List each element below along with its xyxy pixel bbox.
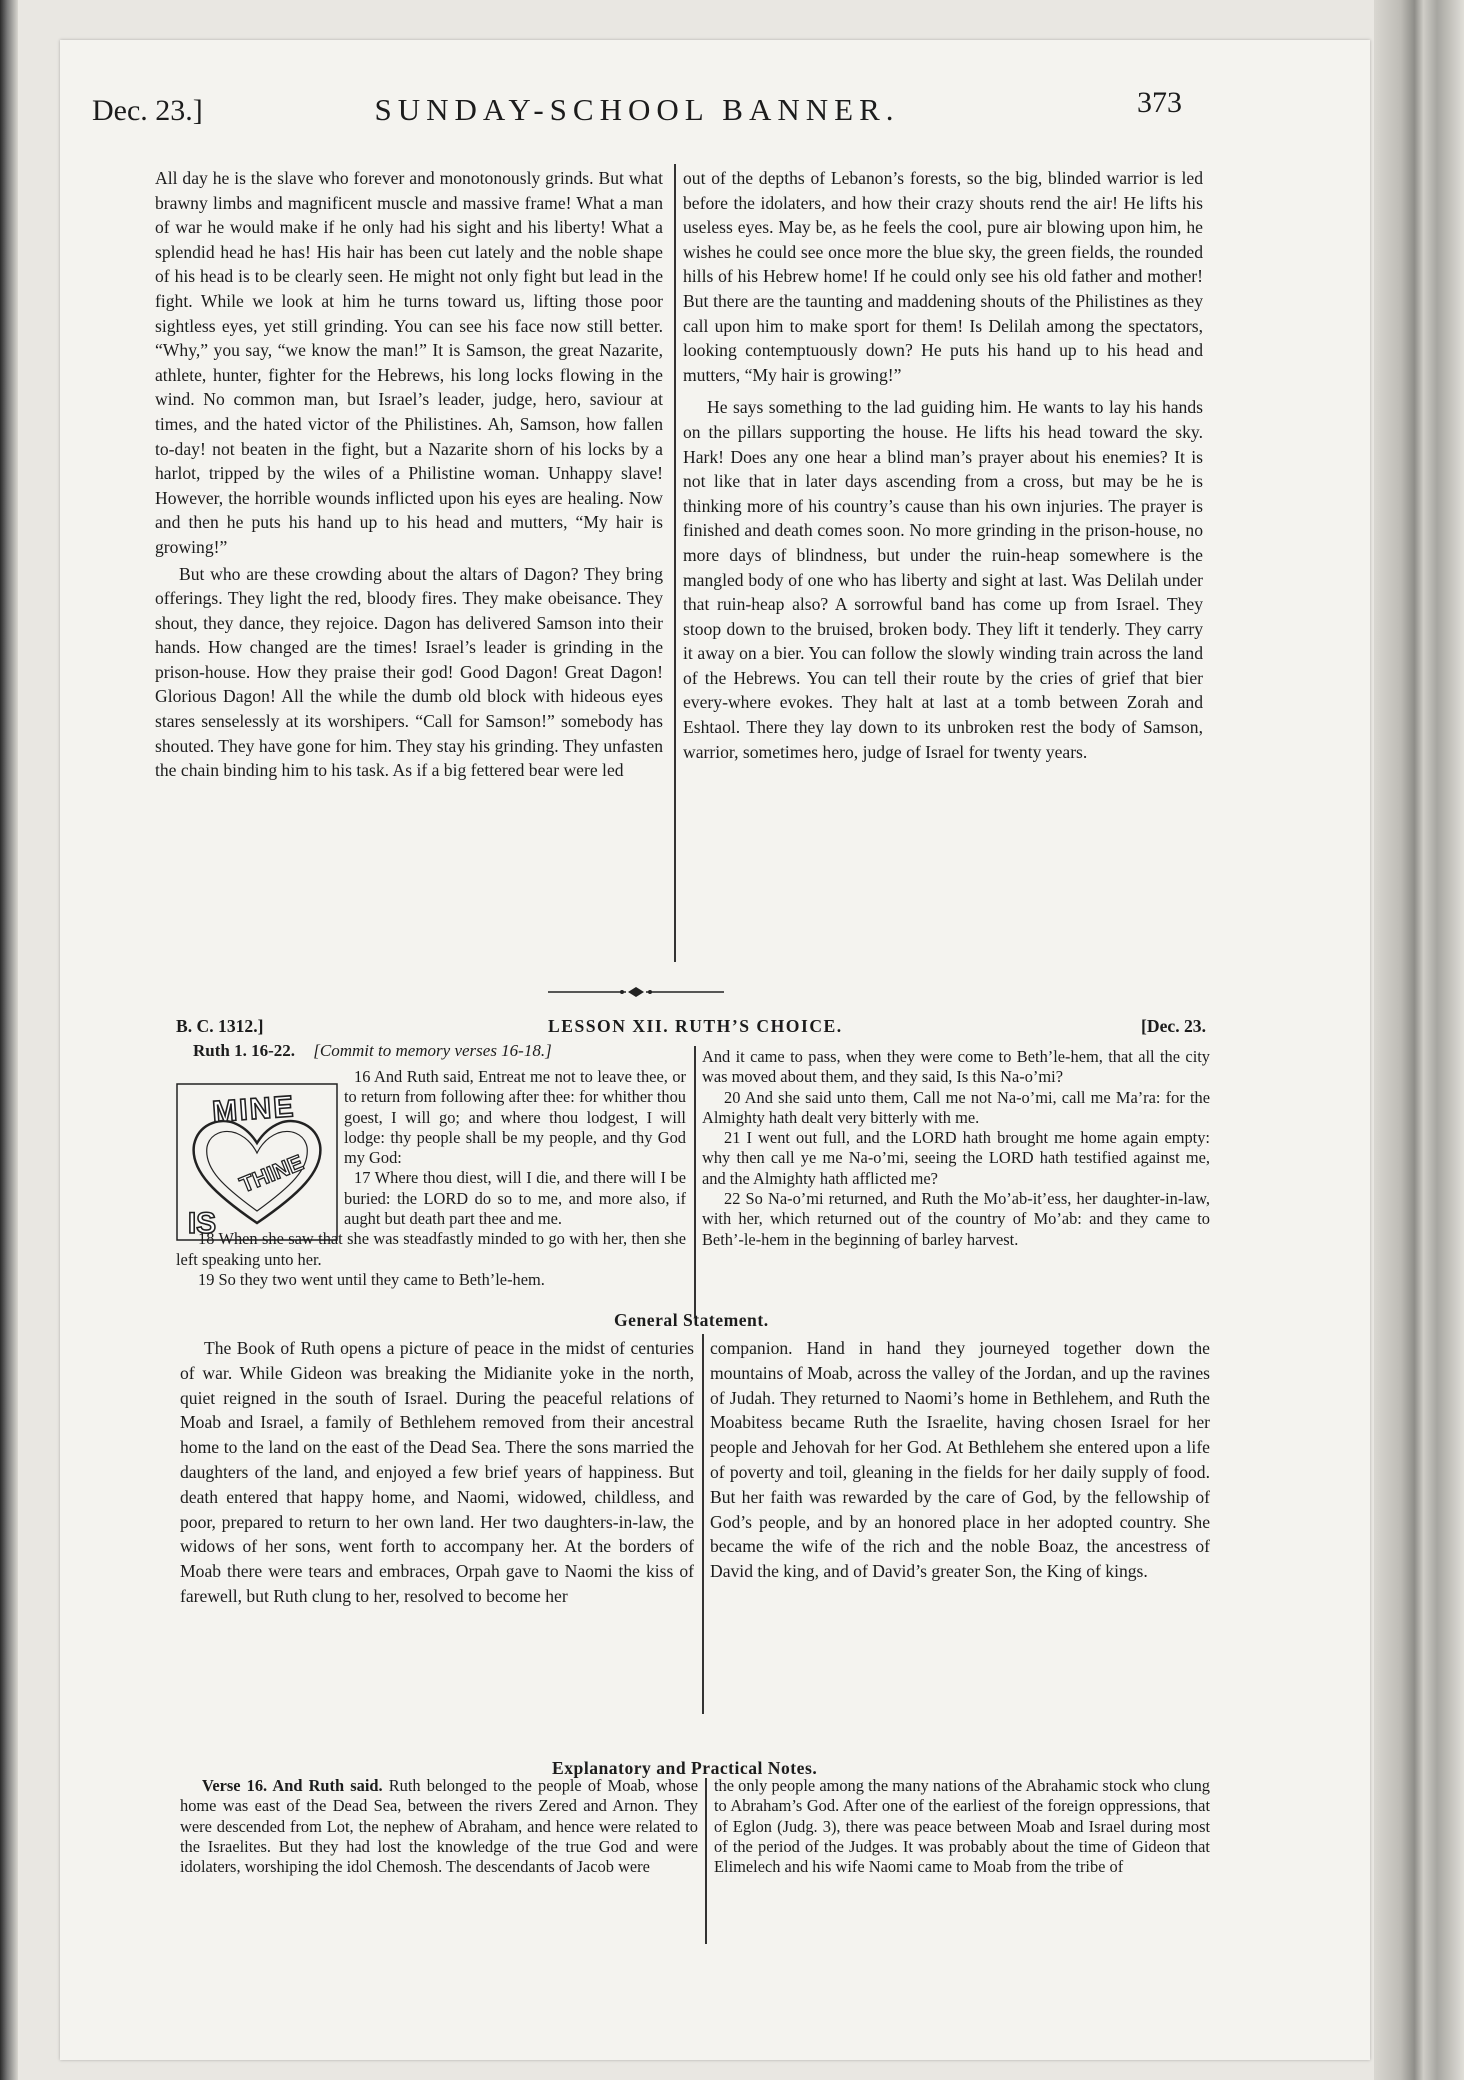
lesson-date-left: B. C. 1312.] — [176, 1016, 264, 1036]
scripture-verse: 16 And Ruth said, Entreat me not to leave thee, or to return from following after thee: for whither thou goest, I will go; and where thou lodgest, I will lodge: thy people shall be my people, and thy God my God: — [344, 1067, 686, 1168]
story-paragraph: But who are these crowding about the altars of Dagon? They bring offerings. They light the red, bloody fires. They make obeisance. They shout, they dance, they rejoice. Dagon has delivered Samson into their hands. How changed are the times! Israel’s leader is grinding in the prison-house. How they praise their god! Good Dagon! Great Dagon! Glorious Dagon! All the while the dumb old block with hideous eyes stares senselessly at its worshipers. “Call for Samson!” somebody has shouted. They have gone for him. They stay his grinding. They unfasten the chain binding him to his task. As if a big fettered bear were led — [155, 563, 663, 781]
page-number: 373 — [1137, 86, 1182, 119]
notes-right-column — [714, 1776, 1210, 1877]
emblem-word-thine: THINE — [236, 1149, 307, 1198]
column-divider — [702, 1334, 704, 1714]
scripture-verse: 18 When she saw that she was steadfastly minded to go with her, then she left speaking unto her. — [176, 1229, 686, 1269]
scripture-verse: 20 And she said unto them, Call me not Na-o’mi, call me Ma’ra: for the Almighty hath dealt very bitterly with me. — [702, 1087, 1210, 1127]
emblem-word-mine: MINE — [211, 1090, 297, 1129]
scripture-left-column — [176, 1067, 686, 1290]
general-right-column — [710, 1336, 1210, 1584]
scripture-verse: 22 So Na-o’mi returned, and Ruth the Mo’ab-it’ess, her daughter-in-law, with her, which returned out of the country of Mo’ab: and they came to Beth’-le-hem in the beginning of barley harvest. — [702, 1189, 1210, 1249]
scripture-verse: 17 Where thou diest, will I die, and there will I be buried: the LORD do so to me, and more also, if aught but death part thee and me. — [344, 1168, 686, 1229]
general-paragraph: The Book of Ruth opens a picture of peace in the midst of centuries of war. While Gideon was breaking the Midianite yoke in the north, quiet reigned in the south of Israel. During the peaceful relations of Moab and Israel, a family of Bethlehem removed from their ancestral home to the land on the east of the Dead Sea. There the sons married the daughters of the land, and enjoyed a few brief years of happiness. But death entered that happy home, and Naomi, widowed, childless, and poor, prepared to return to her own land. Her two daughters-in-law, the widows of her sons, went forth to accompany her. At the borders of Moab there were tears and embraces, Orpah gave to Naomi the kiss of farewell, but Ruth clung to her, resolved to become her — [180, 1338, 694, 1606]
header-title: SUNDAY-SCHOOL BANNER. — [374, 92, 900, 127]
scripture-verse: 21 I went out full, and the LORD hath brought me home again empty: why then call ye me Na-o’mi, seeing the LORD hath testified against me, and the Almighty hath afflicted me? — [702, 1128, 1210, 1188]
scripture-verse: 19 So they two went until they came to Beth’le-hem. — [198, 1269, 545, 1289]
scripture-verse: And it came to pass, when they were come to Beth’le-hem, that all the city was moved about them, and they said, Is this Na-o’mi? — [702, 1047, 1210, 1087]
scripture-reference-line — [193, 1041, 552, 1061]
general-left-column — [180, 1336, 694, 1609]
header-date: Dec. 23.] — [92, 94, 203, 127]
verse-lead: Verse 16. And Ruth said. — [202, 1776, 383, 1795]
lesson-date-right: [Dec. 23. — [1141, 1016, 1206, 1036]
book-gutter-shadow — [0, 0, 18, 2080]
lesson-heading-row — [176, 1016, 1206, 1044]
story-paragraph: All day he is the slave who forever and monotonously grinds. But what brawny limbs and magnificent muscle and massive frame! What a man of war he would make if he only had his sight and his liberty! What a splendid head he has! His hair has been cut lately and the noble shape of his head is to be clearly seen. He might not only fight but lead in the fight. While we look at him he turns toward us, lifting those poor sightless eyes, yet still grinding. You can see his face now still better. “Why,” you say, “we know the man!” It is Samson, the great Nazarite, athlete, hunter, fighter for the Hebrews, his long locks flowing in the wind. No common man, but Israel’s leader, judge, hero, saviour at times, and the hated victor of the Philistines. Ah, Samson, how fallen to-day! not beaten in the fight, but a Nazarite shorn of his locks by a harlot, tripped by the wiles of a Philistine woman. Unhappy slave! However, the horrible wounds inflicted upon his eyes are healing. Now and then he puts his hand up to his head and mutters, “My hair is growing!” — [155, 168, 663, 557]
story-paragraph: out of the depths of Lebanon’s forests, so the big, blinded warrior is led before the idolaters, and how their crazy shouts rend the air! He lifts his useless eyes. May be, as he feels the cool, pure air blowing upon him, he wishes he could see once more the blue sky, the green fields, the rounded hills of his Hebrew home! If he could only see his old father and mother! But there are the taunting and maddening shouts of the Philistines as they call upon him to make sport for them! Is Delilah among the spectators, looking contemptuously down? He puts his hand up to his head and mutters, “My hair is growing!” — [683, 168, 1203, 385]
story-right-column — [683, 166, 1203, 764]
notes-left-column — [180, 1776, 698, 1877]
notes-paragraph: the only people among the many nations of the Abrahamic stock who clung to Abraham’s God. After one of the earliest of the foreign oppressions, that of Eglon (Judg. 3), there was peace between Moab and Israel during most of the period of the Judges. It was probably about the time of Gideon that Elimelech and his wife Naomi came to Moab from the tribe of — [714, 1776, 1210, 1877]
column-divider — [705, 1778, 707, 1944]
column-divider — [694, 1046, 696, 1318]
story-paragraph: He says something to the lad guiding him. He wants to lay his hands on the pillars supporting the house. He lifts his head toward the sky. Hark! Does any one hear a blind man’s prayer about his enemies? It is not like that in later days ascending from a cross, but may be he is thinking more of his country’s cause than his own injuries. The prayer is finished and death comes soon. No more grinding in the prison-house, no more days of blindness, but under the ruin-heap somewhere is the mangled body of one who has liberty and sight at last. Was Delilah under that ruin-heap also? A sorrowful band has come up from Israel. They stoop down to the bruised, broken body. They lift it tenderly. They carry it away on a bier. You can follow the slowly winding train across the land of the Hebrews. You can tell their route by the cries of grief that bier every-where evokes. They halt at last at a tomb between Zorah and Eshtaol. There they lay down to its unbroken rest the body of Samson, warrior, sometimes hero, judge of Israel for twenty years. — [683, 397, 1203, 762]
scripture-reference: Ruth 1. 16-22. — [193, 1041, 296, 1060]
emblem-word-is: IS — [187, 1207, 217, 1240]
section-ornament — [548, 985, 724, 999]
general-statement-title: General Statement. — [614, 1310, 769, 1330]
book-page-edges — [1374, 0, 1464, 2080]
running-head — [92, 86, 1182, 136]
notes-paragraph: Verse 16. And Ruth said. Ruth belonged to the people of Moab, whose home was east of the Dead Sea, between the rivers Zered and Arnon. They were descended from Lot, the nephew of Abraham, and hence were related to the Israelites. But they had lost the knowledge of the true God and were idolaters, worshiping the idol Chemosh. The descendants of Jacob were — [180, 1776, 698, 1877]
lesson-title: LESSON XII. RUTH’S CHOICE. — [548, 1016, 843, 1036]
story-left-column — [155, 166, 663, 783]
scripture-right-column — [702, 1047, 1210, 1250]
column-divider — [674, 164, 676, 962]
general-paragraph: companion. Hand in hand they journeyed together down the mountains of Moab, across the valley of the Jordan, and up the ravines of Judah. They returned to Naomi’s home in Bethlehem, and Ruth the Moabitess became Ruth the Israelite, having chosen Israel for her people and Jehovah for her God. At Bethlehem she entered upon a life of poverty and toil, gleaning in the fields for her daily supply of food. But her faith was rewarded by the care of God, by the fellowship of God’s people, and by an honored place in her adopted country. She became the wife of the rich and the noble Boaz, the ancestress of David the king, and of David’s greater Son, the King of kings. — [710, 1338, 1210, 1582]
memory-note: [Commit to memory verses 16-18.] — [313, 1041, 552, 1060]
notes-title: Explanatory and Practical Notes. — [552, 1758, 818, 1778]
